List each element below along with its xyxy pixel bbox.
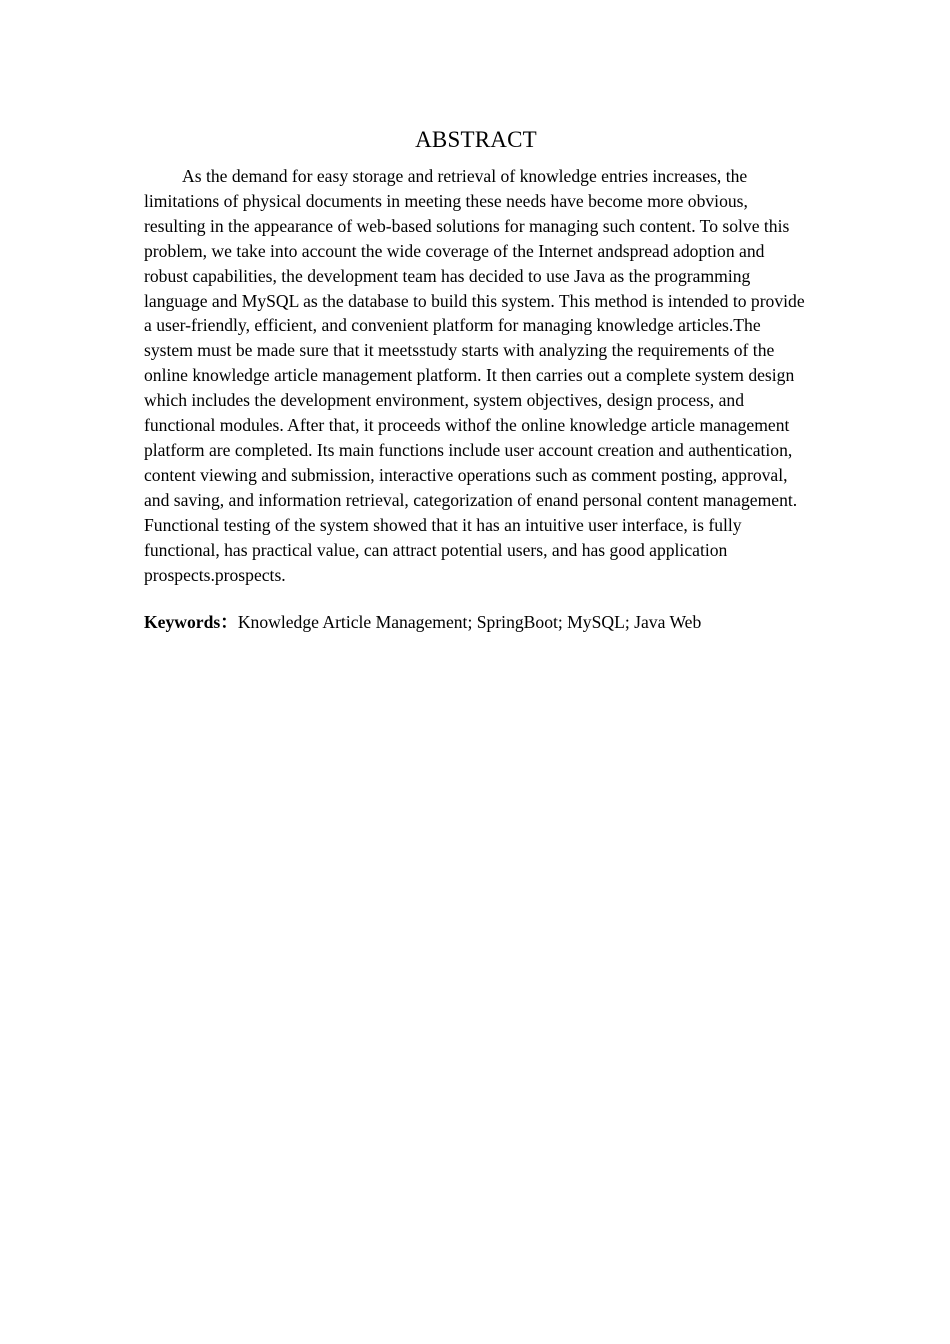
- abstract-title: ABSTRACT: [415, 127, 537, 152]
- keywords-value: Knowledge Article Management; SpringBoot; MySQL; Java Web: [237, 612, 702, 633]
- keywords-line: [144, 610, 808, 635]
- abstract-body: As the demand for easy storage and retrieval of knowledge entries increases, the limitations of physical documents in meeting these needs have become more obvious, resulting in the appearance of web-based solutions for managing such content. To solve this problem, we take into account the wide coverage of the Internet andspread adoption and robust capabilities, the development team has decided to use Java as the programming language and MySQL as the database to build this system. This method is intended to provide a user-friendly, efficient, and convenient platform for managing knowledge articles.The system must be made sure that it meetsstudy starts with analyzing the requirements of the online knowledge article management platform. It then carries out a complete system design which includes the development environment, system objectives, design process, and functional modules. After that, it proceeds withof the online knowledge article management platform are completed. Its main functions include user account creation and authentication, content viewing and submission, interactive operations such as comment posting, approval, and saving, and information retrieval, categorization of enand personal content management. Functional testing of the system showed that it has an intuitive user interface, is fully functional, has practical value, can attract potential users, and has good application prospects.prospects.: [144, 166, 805, 585]
- abstract-section: [144, 124, 808, 635]
- keywords-label: Keywords：: [144, 612, 238, 633]
